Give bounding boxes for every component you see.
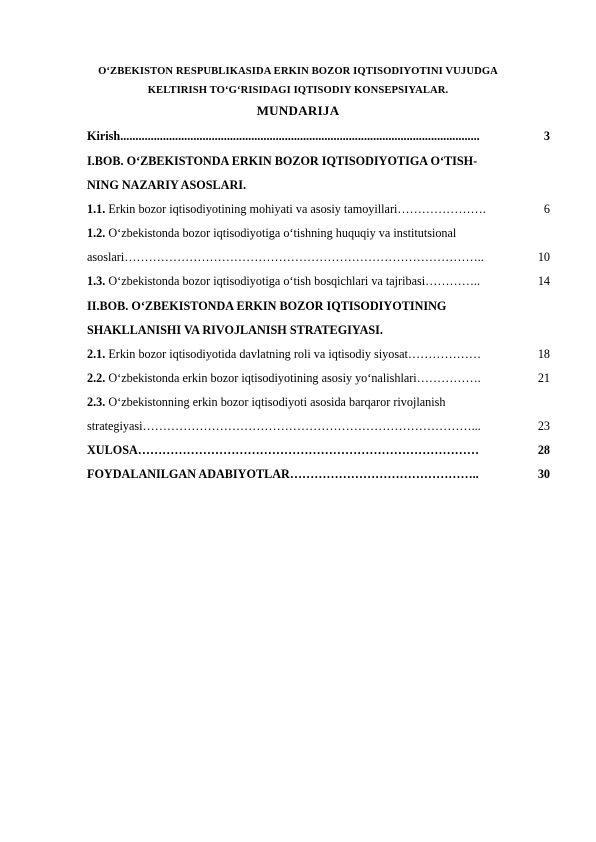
toc-entry-text: Erkin bozor iqtisodiyotining mohiyati va asosiy tamoyillari (105, 202, 398, 216)
toc-entry-1-1[interactable] (87, 201, 550, 217)
toc-leader-dots: …………………………………………………………………………….. (124, 250, 484, 264)
toc-leader-dots: ...................................................................................................................... (120, 129, 480, 143)
toc-page-number: 10 (537, 250, 550, 264)
toc-leader-dots: ………………………………………………………………………... (142, 419, 481, 433)
toc-entry-xulosa[interactable] (87, 442, 550, 458)
toc-entry-text: strategiyasi (87, 419, 143, 433)
toc-entry-text: XULOSA (87, 443, 138, 457)
toc-entry-1-2-line-2[interactable] (87, 249, 550, 265)
toc-entry-2-3-line-1[interactable] (87, 394, 550, 410)
toc-section-number: 1.1. (87, 202, 106, 216)
toc-chapter-1-line-1[interactable]: I.BOB. O‘ZBEKISTONDA ERKIN BOZOR IQTISODIYOTIGA O‘TISH- (87, 154, 478, 168)
toc-entry-text: O‘zbekistonda bozor iqtisodiyotiga o‘tishning huquqiy va institutsional (105, 226, 457, 240)
toc-entry-text: Erkin bozor iqtisodiyotida davlatning roli va iqtisodiy siyosat (105, 347, 408, 361)
toc-chapter-1-line-2[interactable]: NING NAZARIY ASOSLARI. (87, 178, 247, 192)
toc-entry-adabiyotlar[interactable] (87, 466, 550, 482)
toc-page-number: 28 (537, 443, 550, 457)
toc-chapter-2-line-1[interactable]: II.BOB. O‘ZBEKISTONDA ERKIN BOZOR IQTISODIYOTINING (87, 299, 447, 313)
document-title-line-1: O‘ZBEKISTON RESPUBLIKASIDA ERKIN BOZOR IQTISODIYOTINI VUJUDGA (98, 66, 498, 77)
toc-leader-dots: ………….. (425, 274, 480, 288)
toc-entry-text: O‘zbekistonning erkin bozor iqtisodiyoti asosida barqaror rivojlanish (105, 395, 446, 409)
toc-entry-text: O‘zbekistonda erkin bozor iqtisodiyotining asosiy yo‘nalishlari (105, 371, 417, 385)
toc-heading: MUNDARIJA (256, 103, 340, 118)
toc-page-number: 14 (537, 274, 550, 288)
toc-entry-2-2[interactable] (87, 370, 550, 386)
toc-page-number: 23 (537, 419, 550, 433)
toc-leader-dots: ……………………………………….. (289, 467, 479, 481)
toc-leader-dots: …………………. (397, 202, 486, 216)
toc-leader-dots: ……………. (416, 371, 481, 385)
toc-entry-2-3-line-2[interactable] (87, 418, 550, 434)
toc-page-number: 30 (537, 467, 550, 481)
toc-page-number: 6 (543, 202, 550, 216)
toc-section-number: 1.3. (87, 274, 106, 288)
toc-entry-text: FOYDALANILGAN ADABIYOTLAR (87, 467, 290, 481)
toc-entry-1-2-line-1[interactable] (87, 225, 550, 241)
toc-entry-kirish[interactable] (87, 128, 550, 144)
toc-page-number: 21 (537, 371, 550, 385)
toc-entry-text: asoslari (87, 250, 125, 264)
toc-section-number: 2.1. (87, 347, 106, 361)
toc-section-number: 1.2. (87, 226, 106, 240)
toc-page-number: 18 (537, 347, 550, 361)
toc-entry-1-3[interactable] (87, 273, 550, 289)
toc-section-number: 2.2. (87, 371, 106, 385)
toc-leader-dots: ……………… (407, 347, 482, 361)
toc-entry-2-1[interactable] (87, 346, 550, 362)
toc-entry-text: O‘zbekistonda bozor iqtisodiyotiga o‘tish bosqichlari va tajribasi (105, 274, 426, 288)
document-title-line-2: KELTIRISH TO‘G‘RISIDAGI IQTISODIY KONSEPSIYALAR. (147, 85, 449, 96)
toc-section-number: 2.3. (87, 395, 106, 409)
toc-entry-text: Kirish (87, 129, 121, 143)
toc-leader-dots: ………………………………………………………………………… (137, 443, 480, 457)
toc-chapter-2-line-2[interactable]: SHAKLLANISHI VA RIVOJLANISH STRATEGIYASI. (87, 323, 383, 337)
toc-page-number: 3 (543, 129, 550, 143)
